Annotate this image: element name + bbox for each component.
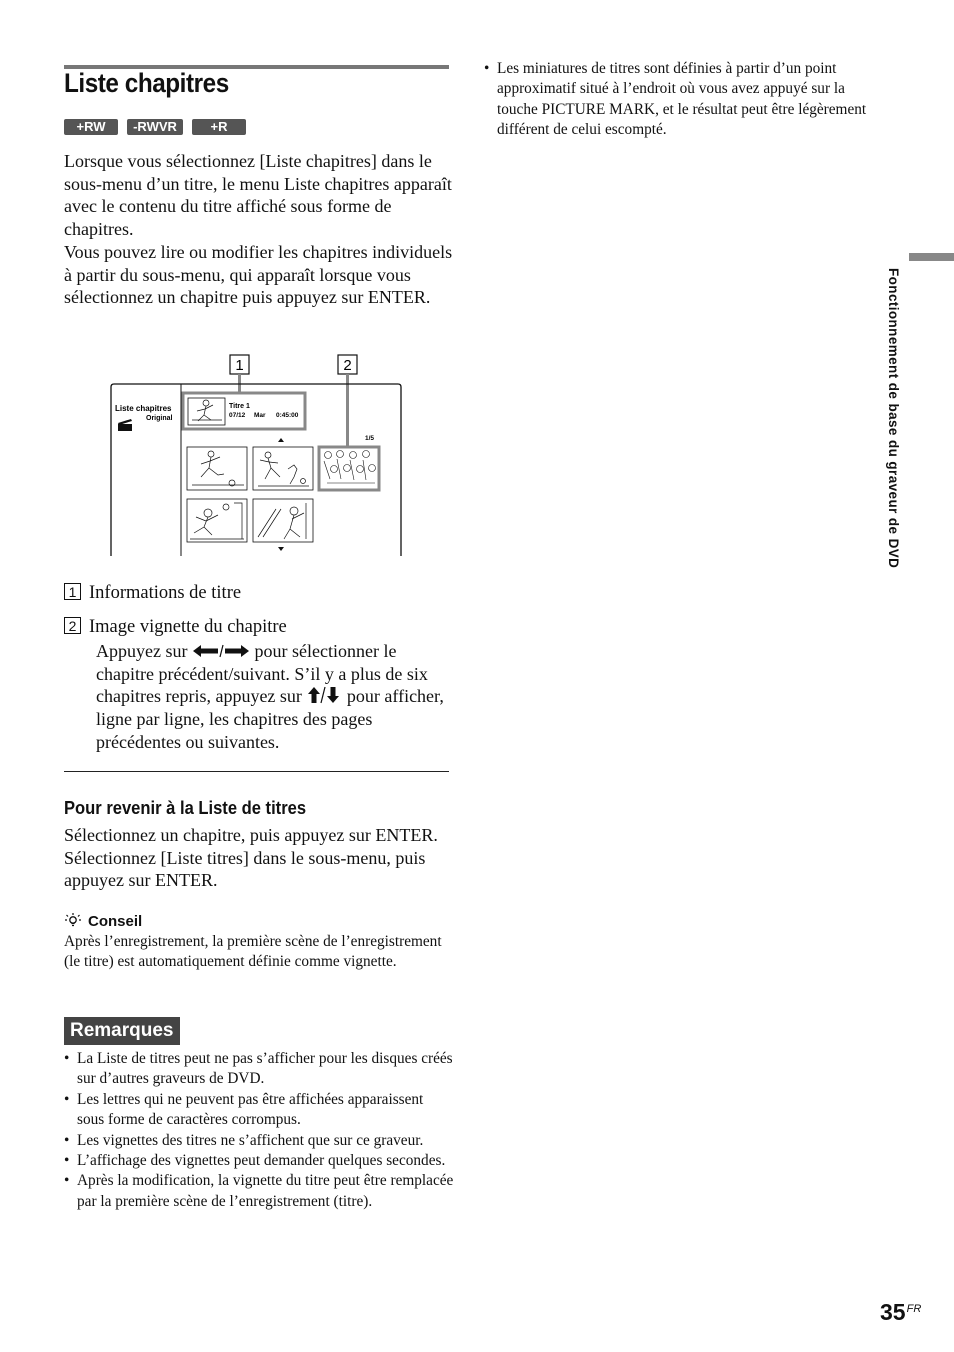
legend-item-2: [64, 616, 287, 639]
title-thumbnail: [188, 398, 225, 425]
note-item: • Les vignettes des titres ne s’affichent que sur ce graveur.: [64, 1131, 454, 1151]
section-divider: [64, 771, 449, 772]
chapter-list-diagram: [108, 353, 404, 558]
callout-2-label: 2: [343, 357, 352, 374]
intro-paragraph-2: Vous pouvez lire ou modifier les chapitres individuels à partir du sous-menu, qui apparaît lorsque vous sélectionnez un chapitre puis appuyez sur ENTER.: [64, 241, 453, 308]
legend-label-2: Image vignette du chapitre: [89, 617, 287, 637]
menu-sub: Original: [146, 415, 173, 422]
legend-num-2: 2: [64, 617, 81, 634]
page-indicator: 1/5: [365, 435, 375, 442]
chapter-thumb-2[interactable]: [253, 447, 313, 490]
page-number: [880, 1299, 921, 1326]
left-right-arrows-icon: [192, 644, 250, 658]
chapter-thumb-3[interactable]: [319, 447, 379, 490]
up-down-arrows-icon: [306, 686, 342, 704]
notes-list: [64, 1049, 454, 1212]
lightbulb-icon: [64, 912, 82, 930]
menu-title: Liste chapitres: [115, 404, 172, 413]
notes-heading: Remarques: [64, 1017, 180, 1045]
desc-part-a: Appuyez sur: [96, 641, 188, 661]
legend-item-1: [64, 582, 241, 605]
note-item: • La Liste de titres peut ne pas s’afficher pour les disques créés sur d’autres graveurs de DVD.: [64, 1049, 454, 1090]
callout-1-label: 1: [235, 357, 244, 374]
intro-paragraph-1: Lorsque vous sélectionnez [Liste chapitres] dans le sous-menu d’un titre, le menu Liste chapitres apparaît avec le contenu du titre affiché sous forme de chapitres.: [64, 151, 452, 240]
legend-item-2-description: [96, 640, 451, 754]
clapper-icon: [118, 419, 132, 431]
side-tab-label: Fonctionnement de base du graveur de DVD: [886, 268, 901, 569]
disc-badges: [64, 119, 246, 135]
note-item: • L’affichage des vignettes peut demander quelques secondes.: [64, 1151, 454, 1171]
badge-plus-rw: +RW: [64, 119, 118, 135]
badge-plus-r: +R: [192, 119, 246, 135]
side-tab-bar: [909, 253, 954, 261]
chapter-thumb-4[interactable]: [187, 499, 247, 542]
page-suffix: FR: [906, 1303, 922, 1315]
badge-minus-rwvr: -RWVR: [127, 119, 183, 135]
note-item: • Les lettres qui ne peuvent pas être affichées apparaissent sous forme de caractères corrompus.: [64, 1090, 454, 1131]
intro-text: [64, 150, 456, 309]
page-heading: Liste chapitres: [64, 68, 229, 98]
scroll-down-icon[interactable]: [278, 547, 284, 551]
title-duration: 0:45:00: [276, 412, 299, 419]
return-body: Sélectionnez un chapitre, puis appuyez sur ENTER. Sélectionnez [Liste titres] dans le sous-menu, puis appuyez sur ENTER.: [64, 825, 438, 891]
legend-num-1: 1: [64, 583, 81, 600]
title-day: Mar: [254, 412, 266, 419]
scroll-up-icon[interactable]: [278, 438, 284, 442]
note-item: • Après la modification, la vignette du titre peut être remplacée par la première scène de l’enregistrement (titre).: [64, 1171, 454, 1212]
desc-part-b: pour sélectionner le chapitre précédent/suivant. S’il y a plus de six chapitres repris, appuyez sur: [96, 641, 428, 707]
return-heading: Pour revenir à la Liste de titres: [64, 798, 307, 818]
tip-heading: [64, 912, 142, 930]
title-name: Titre 1: [229, 403, 250, 410]
right-notes-list: [484, 59, 876, 141]
tip-body: Après l’enregistrement, la première scène de l’enregistrement (le titre) est automatiquement définie comme vignette.: [64, 933, 442, 971]
desc-part-c: pour afficher, ligne par ligne, les chapitres des pages précédentes ou suivantes.: [96, 686, 444, 752]
tip-heading-label: Conseil: [88, 912, 143, 930]
chapter-thumb-1[interactable]: [187, 447, 247, 490]
right-note-item: • Les miniatures de titres sont définies à partir d’un point approximatif situé à l’endroit où vous avez appuyé sur la touche PICTURE MARK, et le résultat peut être légèrement différent de celui escompté.: [484, 59, 876, 141]
page-number-value: 35: [880, 1299, 906, 1325]
title-date: 07/12: [229, 412, 246, 419]
legend-label-1: Informations de titre: [89, 583, 242, 603]
chapter-thumb-5[interactable]: [253, 499, 313, 542]
